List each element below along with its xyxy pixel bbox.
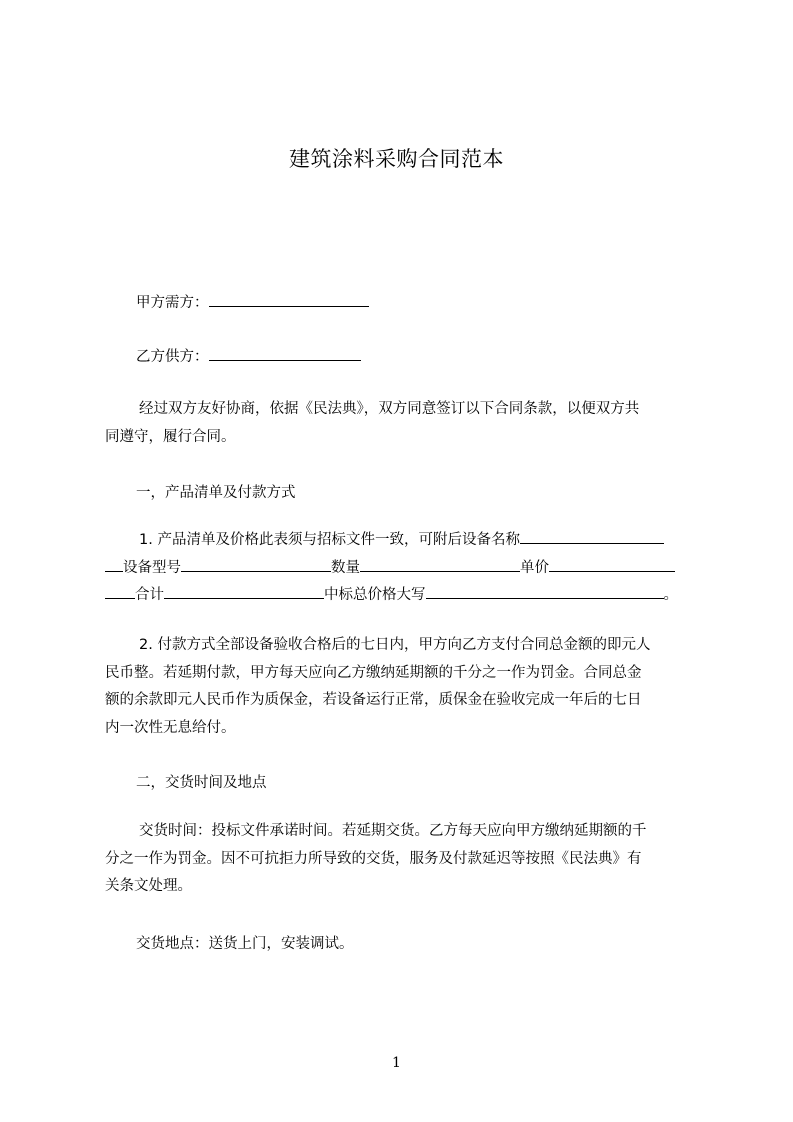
total-label: 合计 <box>135 587 164 603</box>
unit-price-blank-cont <box>105 584 135 599</box>
unit-price-label: 单价 <box>520 559 549 576</box>
item-2-paragraph <box>105 632 699 742</box>
delivery-time-line-1: 交货时间：投标文件承诺时间。若延期交货。乙方每天应向甲方缴纳延期额的千 <box>139 823 647 839</box>
item-1-text: 1. 产品清单及价格此表须与招标文件一致，可附后设备名称 <box>139 532 520 548</box>
delivery-time-paragraph <box>105 818 699 901</box>
intro-line-2: 同遵守，履行合同。 <box>105 428 236 445</box>
party-a-label: 甲方需方： <box>136 295 209 311</box>
item-1-line-2 <box>105 555 699 583</box>
delivery-place: 交货地点：送货上门，安装调试。 <box>136 936 354 952</box>
document-title: 建筑涂料采购合同范本 <box>289 147 504 171</box>
item-2-line-3: 额的余款即元人民币作为质保金，若设备运行正常，质保金在验收完成一年后的七日 <box>105 692 642 708</box>
quantity-label: 数量 <box>331 559 360 576</box>
model-label: 设备型号 <box>123 559 181 576</box>
party-a-line <box>136 291 369 312</box>
party-b-blank <box>209 346 361 361</box>
section-2-heading: 二，交货时间及地点 <box>136 775 267 791</box>
section-1-heading: 一，产品清单及付款方式 <box>136 485 296 501</box>
item-2-line-4: 内一次性无息给付。 <box>105 719 236 736</box>
party-a-blank <box>209 292 369 307</box>
page-number: 1 <box>392 1055 401 1071</box>
item-1-line-3 <box>105 582 699 610</box>
item-2-line-2: 民币整。若延期付款，甲方每天应向乙方缴纳延期额的千分之一作为罚金。合同总金 <box>105 664 642 681</box>
item-2-line-1: 2. 付款方式全部设备验收合格后的七日内，甲方向乙方支付合同总金额的即元人 <box>139 637 651 653</box>
party-b-label: 乙方供方： <box>136 349 209 365</box>
equipment-name-blank <box>520 529 664 544</box>
unit-price-blank <box>549 557 675 572</box>
item-1-line-1 <box>105 527 699 555</box>
intro-line-1: 经过双方友好协商，依据《民法典》，双方同意签订以下合同条款，以便双方共 <box>139 401 640 417</box>
bid-total-label: 中标总价格大写 <box>324 587 426 603</box>
model-blank <box>181 557 331 572</box>
delivery-time-line-3: 关条文处理。 <box>105 878 192 894</box>
intro-paragraph <box>105 396 699 451</box>
item-1-paragraph <box>105 527 699 610</box>
party-b-line <box>136 345 361 366</box>
bid-total-blank <box>426 584 664 599</box>
equipment-name-blank-cont <box>105 557 123 572</box>
item-1-end-punct: 。 <box>663 587 678 603</box>
total-blank <box>164 584 324 599</box>
delivery-time-line-2: 分之一作为罚金。因不可抗拒力所导致的交货，服务及付款延迟等按照《民法典》有 <box>105 850 642 867</box>
quantity-blank <box>360 557 520 572</box>
